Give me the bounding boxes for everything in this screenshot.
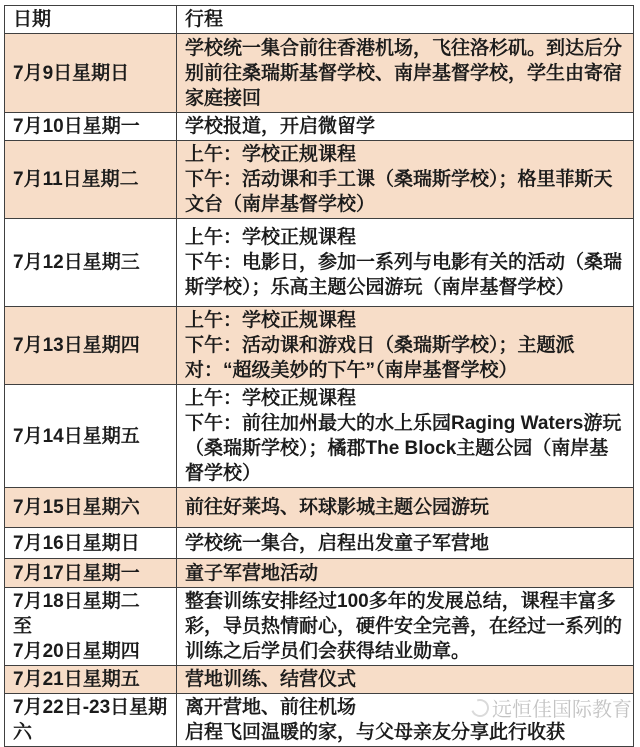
itinerary-text: 下午：电影日，参加一系列与电影有关的活动（桑瑞斯学校）；乐高主题公园游玩（南岸基督学校） xyxy=(185,252,623,298)
itinerary-cell xyxy=(177,528,634,559)
itinerary-text: 上午：学校正规课程 xyxy=(185,388,357,409)
itinerary-cell xyxy=(177,588,634,666)
table-row xyxy=(5,528,634,559)
itinerary-cell xyxy=(177,488,634,528)
itinerary-table xyxy=(4,5,634,747)
itinerary-text: 下午：前往加州最大的水上乐园Raging Waters游玩（桑瑞斯学校）；橘郡The Block主题公园（南岸基督学校） xyxy=(185,413,622,484)
header-row xyxy=(5,6,634,34)
date-cell xyxy=(5,34,177,113)
date-text: 7月16日星期日 xyxy=(13,532,140,554)
date-text: 7月15日星期六 xyxy=(13,497,140,518)
date-cell xyxy=(5,307,177,385)
itinerary-text: 上午：学校正规课程 xyxy=(185,227,357,248)
date-text: 7月11日星期二 xyxy=(13,169,139,190)
date-cell xyxy=(5,559,177,588)
table-row xyxy=(5,307,634,385)
itinerary-text: 学校统一集合，启程出发童子军营地 xyxy=(185,532,490,554)
table-row xyxy=(5,488,634,528)
itinerary-cell xyxy=(177,34,634,113)
itinerary-cell xyxy=(177,113,634,141)
itinerary-text: 整套训练安排经过100多年的发展总结，课程丰富多彩，导员热情耐心，硬件安全完善，在经过一系列的训练之后学员们会获得结业勋章。 xyxy=(185,591,623,662)
itinerary-text: 上午：学校正规课程 xyxy=(185,310,357,331)
table-row xyxy=(5,141,634,219)
table-row xyxy=(5,588,634,666)
date-text: 7月22日-23日星期六 xyxy=(13,697,168,743)
date-text: 7月13日星期四 xyxy=(13,335,140,356)
date-cell xyxy=(5,113,177,141)
date-cell xyxy=(5,219,177,307)
date-cell xyxy=(5,385,177,488)
itinerary-text: 离开营地、前往机场 xyxy=(185,697,357,718)
date-cell xyxy=(5,694,177,747)
table-row xyxy=(5,113,634,141)
itinerary-column-header: 行程 xyxy=(177,6,634,34)
itinerary-cell xyxy=(177,666,634,694)
date-cell xyxy=(5,141,177,219)
date-text: 7月10日星期一 xyxy=(13,116,140,137)
itinerary-cell xyxy=(177,559,634,588)
itinerary-text: 学校报道，开启微留学 xyxy=(185,116,376,137)
table-row xyxy=(5,559,634,588)
itinerary-text: 下午：活动课和游戏日（桑瑞斯学校）；主题派对：“超级美妙的下午”（南岸基督学校） xyxy=(185,335,575,381)
table-row xyxy=(5,219,634,307)
itinerary-text: 启程飞回温暖的家，与父母亲友分享此行收获 xyxy=(185,722,566,743)
itinerary-text: 下午：活动课和手工课（桑瑞斯学校）；格里菲斯天文台（南岸基督学校） xyxy=(185,169,613,215)
itinerary-cell xyxy=(177,385,634,488)
itinerary-cell xyxy=(177,694,634,747)
date-cell xyxy=(5,528,177,559)
itinerary-cell xyxy=(177,141,634,219)
brand-watermark-text: 远恒佳国际教育 xyxy=(492,699,632,721)
date-cell xyxy=(5,666,177,694)
table-row xyxy=(5,385,634,488)
table-row xyxy=(5,666,634,694)
date-column-header: 日期 xyxy=(5,6,177,34)
date-text: 7月21日星期五 xyxy=(13,669,140,690)
date-text: 7月17日星期一 xyxy=(13,562,140,584)
date-text: 7月18日星期二 xyxy=(13,591,140,612)
date-text: 7月14日星期五 xyxy=(13,425,140,447)
table-row xyxy=(5,694,634,747)
date-cell xyxy=(5,488,177,528)
table-body xyxy=(5,34,634,747)
itinerary-cell xyxy=(177,219,634,307)
itinerary-text: 学校统一集合前往香港机场，飞往洛杉矶。到达后分别前往桑瑞斯基督学校、南岸基督学校，学生由寄宿家庭接回 xyxy=(185,37,623,109)
date-text: 7月20日星期四 xyxy=(13,641,140,662)
itinerary-text: 上午：学校正规课程 xyxy=(185,144,357,165)
itinerary-cell xyxy=(177,307,634,385)
itinerary-text: 童子军营地活动 xyxy=(185,562,319,584)
itinerary-text: 前往好莱坞、环球影城主题公园游玩 xyxy=(185,497,490,518)
date-text: 7月9日星期日 xyxy=(13,62,130,84)
itinerary-text: 营地训练、结营仪式 xyxy=(185,669,357,690)
date-cell xyxy=(5,588,177,666)
table-row xyxy=(5,34,634,113)
date-text: 至 xyxy=(13,616,33,637)
date-text: 7月12日星期三 xyxy=(13,252,140,273)
